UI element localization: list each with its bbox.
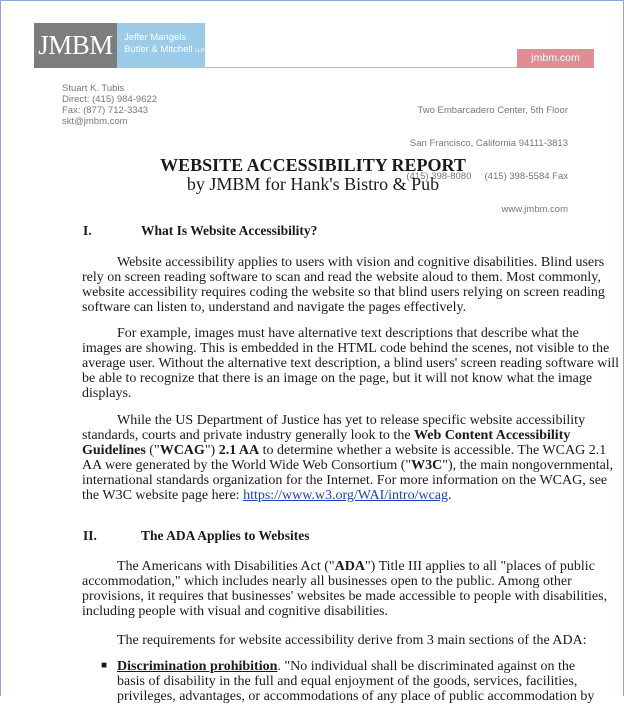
sender-fax: Fax: (877) 712-3343 <box>62 105 149 116</box>
text-line: be able to recognize that there is an image on the page, but it will not know what the image <box>82 371 593 386</box>
text: the W3C website page here: <box>82 488 244 503</box>
section1-paragraph2 <box>82 326 619 401</box>
doc-subtitle: by JMBM for Hank's Bistro & Pub <box>186 174 440 194</box>
text: . "No individual shall be discriminated against on the <box>277 659 576 674</box>
w3c-abbr: W3C <box>411 458 443 473</box>
text: ") <box>204 443 219 458</box>
firm-name-text: Butler & Mitchell <box>124 44 193 55</box>
text-line: privileges, advantages, or accommodations of any place of public accommodation by <box>117 689 595 704</box>
section1-paragraph3 <box>82 413 613 503</box>
text: to determine whether a website is accessible. The WCAG 2.1 <box>259 443 607 458</box>
text-line: The requirements for website accessibility derive from 3 main sections of the ADA: <box>117 633 587 648</box>
section2-heading: The ADA Applies to Websites <box>141 528 310 543</box>
firm-name-line1: Jeffer Mangels <box>124 32 187 43</box>
sender-name: Stuart K. Tubis <box>62 83 125 94</box>
section1-number: I. <box>83 223 92 238</box>
firm-website: www.jmbm.com <box>501 204 568 215</box>
section2-paragraph2 <box>82 633 587 648</box>
wcag-level: 2.1 AA <box>218 443 260 458</box>
text-line: images are showing. This is embedded in the HTML code behind the scenes, not visible to the <box>82 341 610 356</box>
text-line: including people with visual and cognitive disabilities. <box>82 604 389 619</box>
section2-paragraph1 <box>82 559 607 619</box>
website-badge: jmbm.com <box>517 49 594 68</box>
text: standards, courts and private industry generally look to the <box>82 428 415 443</box>
text-line: Website accessibility applies to users with vision and cognitive disabilities. Blind users <box>117 255 605 270</box>
text-line: displays. <box>82 386 132 401</box>
text-line: average user. Without the alternative text description, a blind users' screen reading software will <box>82 356 620 371</box>
text: (" <box>145 443 160 458</box>
sender-contact <box>62 83 157 127</box>
bullet-term: Discrimination prohibition <box>117 659 278 674</box>
wcag-term: Guidelines <box>82 443 146 458</box>
address-line1: Two Embarcadero Center, 5th Floor <box>417 105 568 116</box>
ada-abbr: ADA <box>334 559 365 574</box>
text-line: For example, images must have alternative text descriptions that describe what the <box>117 326 579 341</box>
doc-title: WEBSITE ACCESSIBILITY REPORT <box>160 155 466 175</box>
text-line <box>82 443 613 458</box>
firm-suffix: LLP <box>195 48 205 54</box>
bullet-icon: ■ <box>101 660 108 671</box>
text-line <box>82 488 613 503</box>
address-line2: San Francisco, California 94111-3813 <box>409 138 568 149</box>
section2-number: II. <box>83 528 97 543</box>
firm-name-logo <box>117 23 205 68</box>
text: The Americans with Disabilities Act (" <box>117 559 335 574</box>
text-line <box>117 659 594 674</box>
text-line: international standards organization for the Internet. For more information on the WCAG, see <box>82 473 608 488</box>
wcag-link[interactable]: https://www.w3.org/WAI/intro/wcag <box>243 488 448 503</box>
text-line: basis of disability in the full and equal enjoyment of the goods, services, facilities, <box>117 674 578 689</box>
phone-fax: (415) 398-8080 (415) 398-5584 Fax <box>406 171 568 182</box>
text-line: accommodation," which includes nearly all businesses open to the public. Among other <box>82 574 572 589</box>
bullet-item-discrimination <box>117 659 594 704</box>
text-line: website accessibility requires coding the website so that blind users relying on screen reading <box>82 285 605 300</box>
firm-name-line2 <box>124 44 205 57</box>
jmbm-logo-mark: JMBM <box>34 23 117 68</box>
text-line: provisions, it requires that businesses' websites be made accessible to people with disabilities, <box>82 589 608 604</box>
text-line <box>82 458 613 473</box>
text: . <box>448 488 452 503</box>
text: ") Title III applies to all "places of public <box>364 559 595 574</box>
wcag-abbr: WCAG <box>159 443 205 458</box>
text-line <box>82 559 607 574</box>
letterhead-rule <box>205 67 517 68</box>
text-line <box>82 428 613 443</box>
wcag-term: Web Content Accessibility <box>414 428 571 443</box>
section1-paragraph1 <box>82 255 605 315</box>
text-line: software can listen to, understand and navigate the pages effectively. <box>82 300 467 315</box>
sender-email: skt@jmbm.com <box>62 116 128 127</box>
text: "), the main nongovernmental, <box>442 458 614 473</box>
section1-heading: What Is Website Accessibility? <box>141 223 318 238</box>
text-line: While the US Department of Justice has yet to release specific website accessibility <box>117 413 586 428</box>
sender-direct: Direct: (415) 984-9622 <box>62 94 158 105</box>
text: AA were generated by the World Wide Web Consortium (" <box>82 458 412 473</box>
text-line: rely on screen reading software to scan and read the website aloud to them. Most commonly, <box>82 270 601 285</box>
